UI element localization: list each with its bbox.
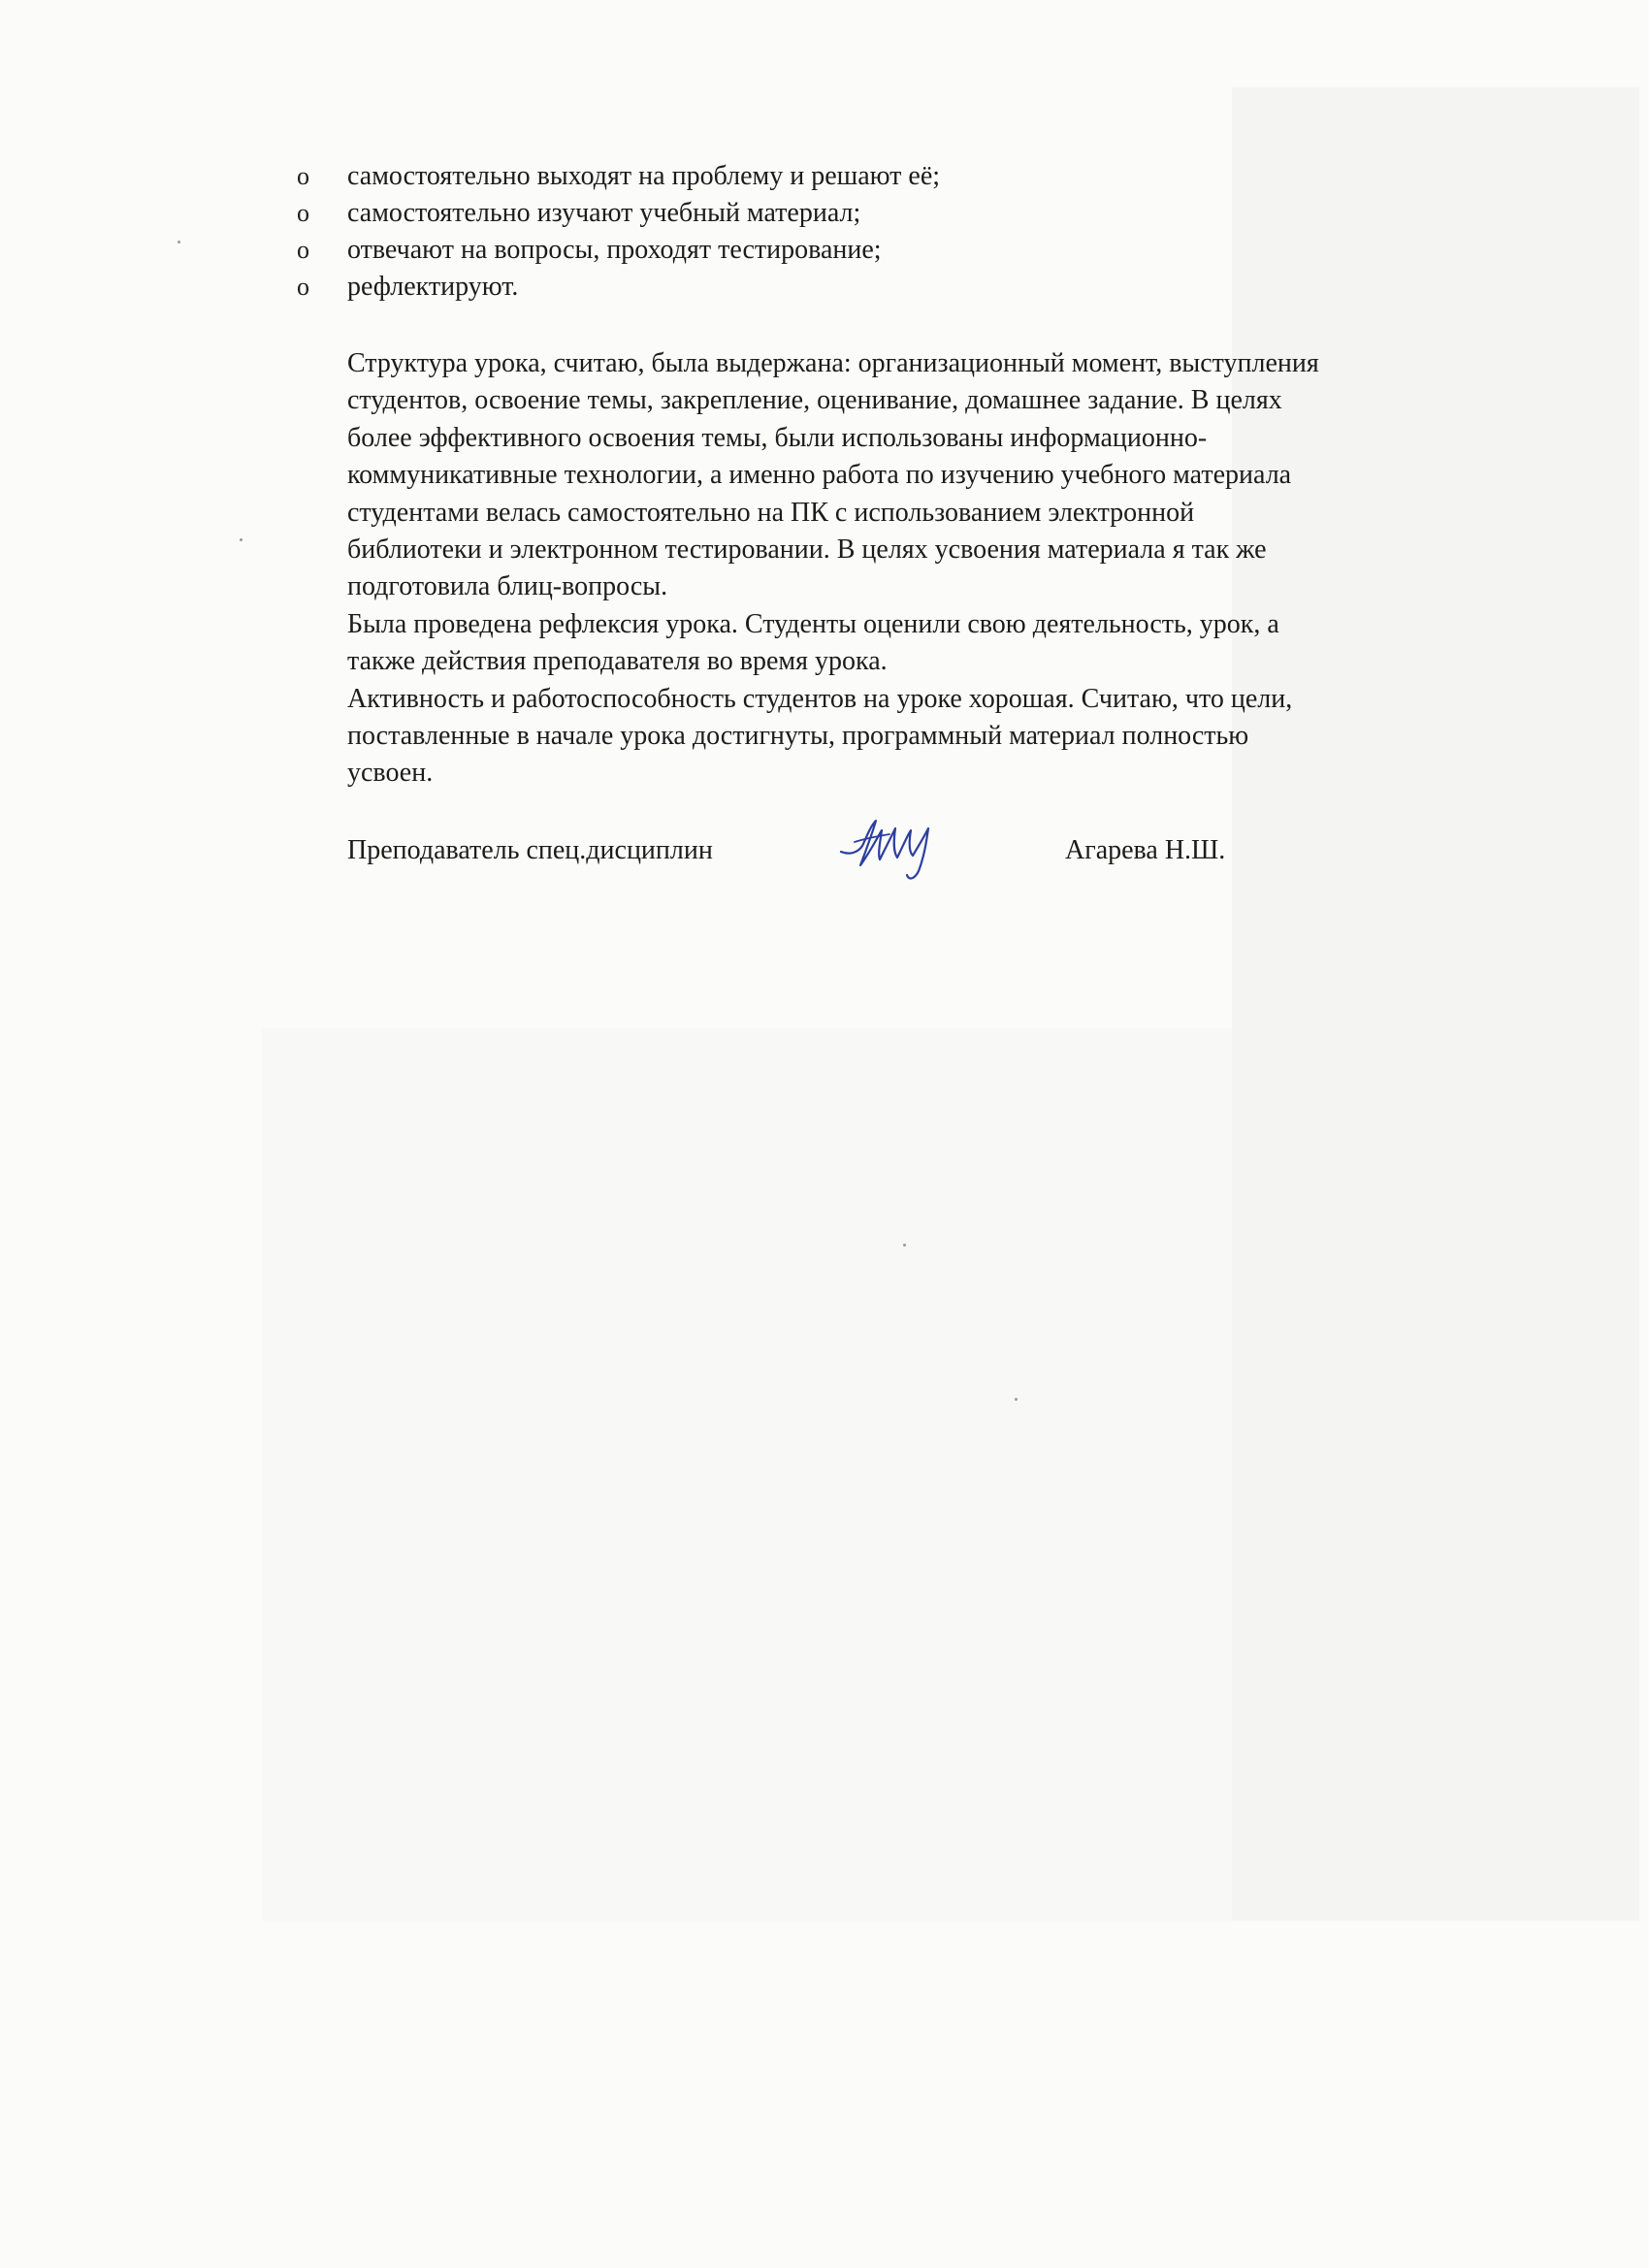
text-line: подготовила блиц-вопросы. [347,571,668,602]
bullet-marker: o [297,273,309,301]
bullet-marker: o [297,199,309,227]
list-item-text: самостоятельно выходят на проблему и решают её; [347,161,941,191]
signature-block [347,813,1414,891]
paragraph-conclusion [347,681,1550,793]
bullet-marker: o [297,162,309,190]
text-line: студентов, освоение темы, закрепление, оценивание, домашнее задание. В целях [347,385,1282,416]
text-line: коммуникативные технологии, а именно работа по изучению учебного материала [347,460,1292,491]
signer-role: Преподаватель спец.дисциплин [347,835,713,865]
text-line: библиотеки и электронном тестировании. В целях усвоения материала я так же [347,535,1267,566]
text-line: более эффективного освоения темы, были использованы информационно- [347,422,1208,453]
signer-name: Агарева Н.Ш. [1065,835,1226,865]
list-item-text: самостоятельно изучают учебный материал; [347,198,861,228]
paragraph-lesson-structure [347,345,1550,606]
text-line: Структура урока, считаю, была выдержана: организационный момент, выступления [347,348,1319,378]
list-item [297,195,940,232]
scan-speck [903,1244,906,1247]
scan-speck [178,241,180,243]
bullet-marker: o [297,236,309,264]
bleed-through-shadow [262,1028,1232,1921]
text-line: студентами велась самостоятельно на ПК с использованием электронной [347,497,1195,528]
list-item-text: рефлектируют. [347,272,519,302]
paragraph-reflection [347,606,1550,681]
text-line: поставленные в начале урока достигнуты, программный материал полностью [347,721,1249,752]
text-line: также действия преподавателя во время урока. [347,646,888,677]
outcome-list [297,158,940,306]
document-body [347,345,1550,793]
text-line: Активность и работоспособность студентов на уроке хорошая. Считаю, что цели, [347,683,1293,714]
scan-speck [1015,1398,1018,1401]
handwritten-signature [837,813,963,883]
list-item-text: отвечают на вопросы, проходят тестирование; [347,235,882,265]
list-item [297,232,940,269]
text-line: усвоен. [347,758,434,789]
text-line: Была проведена рефлексия урока. Студенты оценили свою деятельность, урок, а [347,608,1279,639]
list-item [297,269,940,306]
list-item [297,158,940,195]
scan-speck [240,538,242,541]
